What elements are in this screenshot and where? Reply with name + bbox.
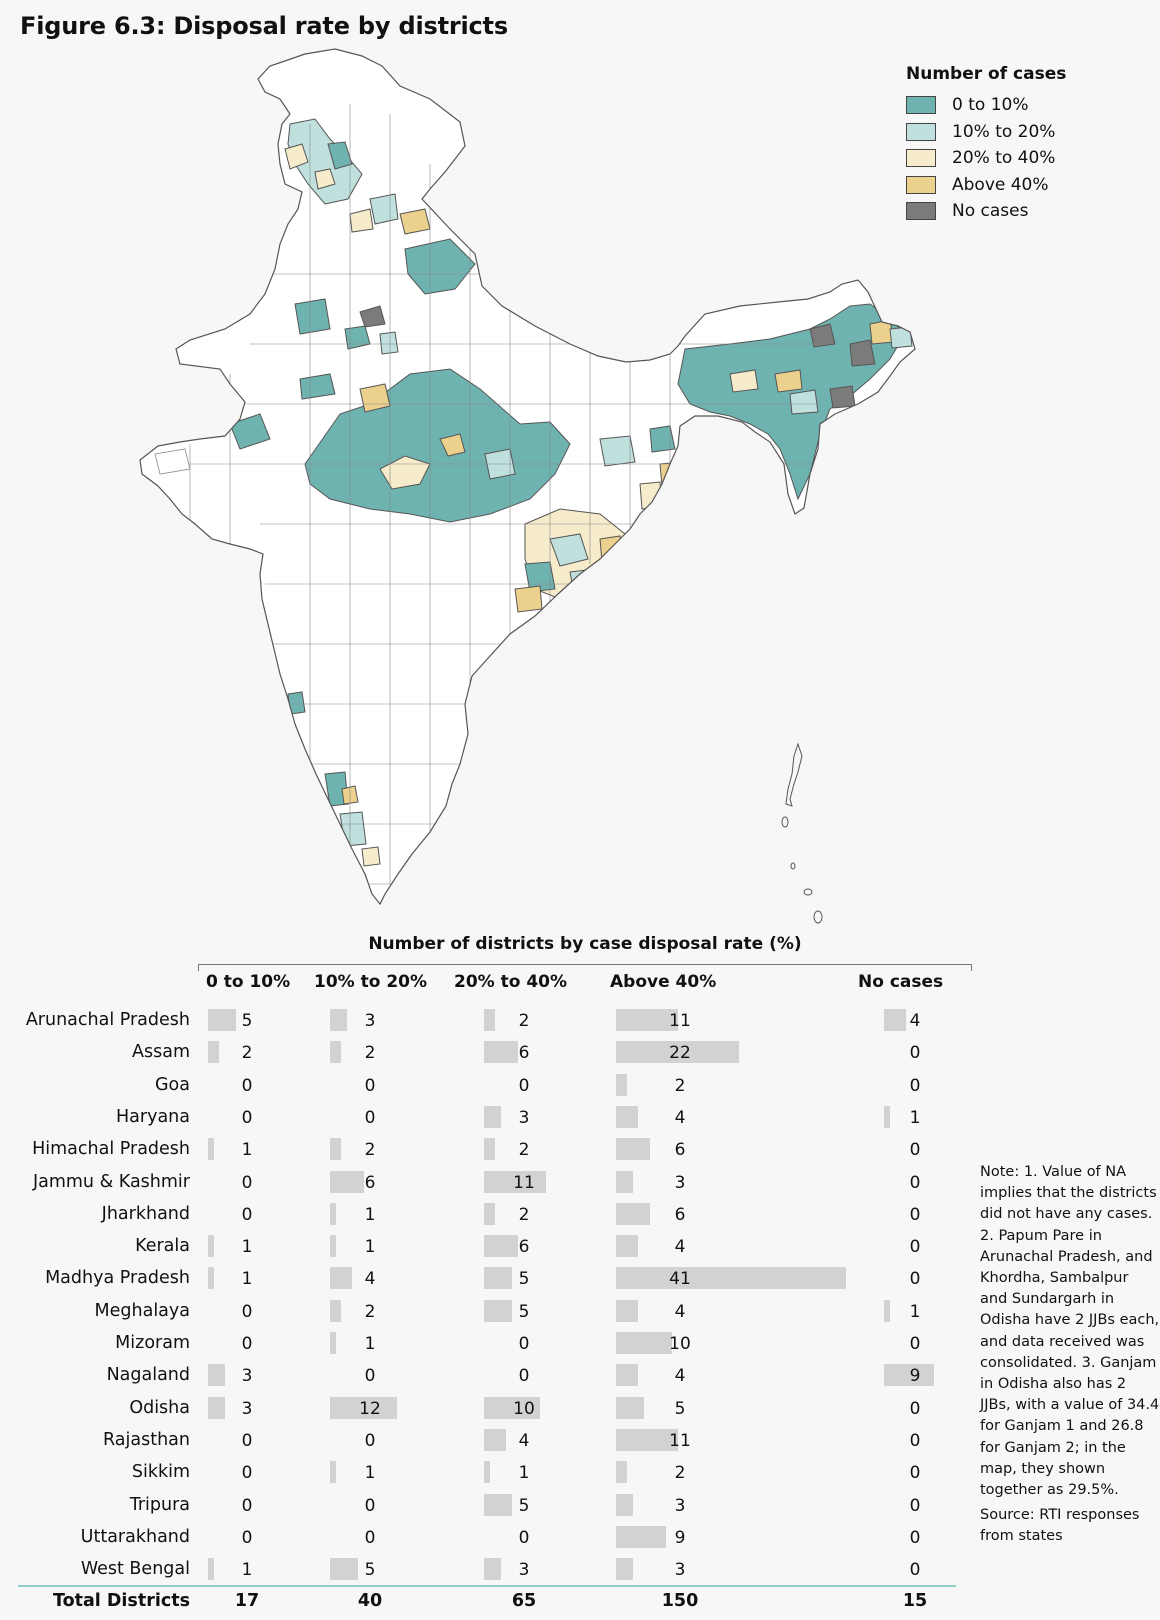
- value-label: 4: [518, 1430, 530, 1451]
- value-label: 0: [364, 1495, 376, 1516]
- value-label: 0: [909, 1463, 921, 1484]
- value-label: 1: [241, 1560, 253, 1581]
- legend-item: [906, 119, 1066, 146]
- value-label: 2: [364, 1043, 376, 1064]
- value-label: 3: [674, 1560, 686, 1581]
- value-label: 0: [241, 1430, 253, 1451]
- value-bar: [330, 1267, 352, 1289]
- value-bar: [208, 1364, 225, 1386]
- value-label: 0: [241, 1075, 253, 1096]
- value-bar: [616, 1364, 638, 1386]
- value-label: 1: [364, 1237, 376, 1258]
- value-label: 0: [518, 1527, 530, 1548]
- value-label: 5: [241, 1011, 253, 1031]
- state-label: Meghalaya: [94, 1300, 190, 1321]
- legend-swatch: [906, 149, 936, 167]
- value-label: 11: [669, 1430, 691, 1451]
- state-label: Sikkim: [131, 1462, 190, 1483]
- value-bar: [330, 1558, 358, 1580]
- value-label: 0: [909, 1237, 921, 1258]
- value-label: 0: [241, 1172, 253, 1193]
- value-bar: [484, 1494, 512, 1516]
- value-label: 41: [669, 1269, 691, 1290]
- column-header: 20% to 40%: [454, 972, 568, 992]
- value-label: 0: [909, 1043, 921, 1064]
- value-bar: [616, 1397, 644, 1419]
- value-label: 22: [669, 1043, 691, 1064]
- value-label: 0: [364, 1527, 376, 1548]
- value-label: 2: [364, 1140, 376, 1161]
- value-label: 5: [674, 1398, 686, 1419]
- value-label: 2: [674, 1075, 686, 1096]
- value-label: 0: [241, 1301, 253, 1322]
- total-label: Total Districts: [53, 1591, 190, 1612]
- value-bar: [208, 1041, 219, 1063]
- state-label: Odisha: [129, 1397, 190, 1418]
- value-label: 1: [241, 1140, 253, 1161]
- column-header: 0 to 10%: [206, 972, 291, 992]
- value-label: 4: [674, 1366, 686, 1387]
- value-label: 4: [909, 1011, 921, 1031]
- value-bar: [484, 1461, 490, 1483]
- value-bar: [208, 1138, 214, 1160]
- value-label: 1: [241, 1237, 253, 1258]
- value-label: 0: [364, 1075, 376, 1096]
- source-text: Source: RTI responses from states: [980, 1507, 1140, 1545]
- value-label: 4: [674, 1237, 686, 1258]
- value-bar: [616, 1332, 672, 1354]
- value-bar: [330, 1332, 336, 1354]
- value-label: 0: [518, 1366, 530, 1387]
- legend-label: 10% to 20%: [952, 121, 1056, 142]
- value-label: 0: [241, 1463, 253, 1484]
- state-label: Himachal Pradesh: [32, 1139, 190, 1160]
- value-label: 2: [241, 1043, 253, 1064]
- value-label: 1: [909, 1107, 921, 1128]
- value-bar: [330, 1041, 341, 1063]
- legend-swatch: [906, 202, 936, 220]
- value-label: 0: [909, 1075, 921, 1096]
- value-label: 1: [364, 1463, 376, 1484]
- column-header: Above 40%: [610, 972, 717, 992]
- value-label: 0: [909, 1560, 921, 1581]
- value-label: 0: [364, 1430, 376, 1451]
- value-label: 2: [674, 1463, 686, 1484]
- value-label: 6: [674, 1204, 686, 1225]
- value-label: 3: [518, 1560, 530, 1581]
- legend-swatch: [906, 96, 936, 114]
- value-label: 11: [513, 1172, 535, 1193]
- value-label: 3: [364, 1011, 376, 1031]
- value-label: 2: [518, 1140, 530, 1161]
- value-bar: [884, 1106, 890, 1128]
- note-text: Note: 1. Value of NA implies that the districts did not have any cases. 2. Papum Pare in Arunachal Pradesh, and Khordha, Sambalpur and Sundargarh in Odisha have 2 JJBs each, and data received was consolidated. 3. Ganjam in Odisha also has 2 JJBs, with a value of 34.4 for Ganjam 1 and 26.8 for Ganjam 2; in the map, they shown together as 29.5%.: [980, 1164, 1160, 1499]
- value-label: 0: [909, 1172, 921, 1193]
- total-value: 65: [511, 1591, 537, 1612]
- value-label: 4: [674, 1107, 686, 1128]
- legend-item: [906, 172, 1066, 199]
- value-bar: [884, 1300, 890, 1322]
- value-label: 5: [518, 1495, 530, 1516]
- value-label: 6: [674, 1140, 686, 1161]
- value-label: 0: [909, 1269, 921, 1290]
- table-bracket: [198, 964, 972, 971]
- value-label: 3: [674, 1172, 686, 1193]
- value-label: 0: [518, 1075, 530, 1096]
- value-label: 4: [364, 1269, 376, 1290]
- legend-label: No cases: [952, 201, 1029, 222]
- state-label: Jammu & Kashmir: [32, 1171, 190, 1192]
- value-bar: [484, 1203, 495, 1225]
- value-bar: [616, 1074, 627, 1096]
- value-bar: [330, 1300, 341, 1322]
- state-label: Uttarakhand: [80, 1526, 190, 1547]
- value-bar: [330, 1009, 347, 1031]
- value-label: 9: [909, 1366, 921, 1387]
- value-label: 6: [364, 1172, 376, 1193]
- state-label: Arunachal Pradesh: [25, 1010, 190, 1030]
- state-label: Rajasthan: [103, 1429, 190, 1450]
- total-value: 40: [357, 1591, 383, 1612]
- state-label: Assam: [132, 1042, 190, 1063]
- value-label: 0: [909, 1140, 921, 1161]
- value-label: 0: [241, 1527, 253, 1548]
- state-label: Madhya Pradesh: [45, 1268, 190, 1289]
- value-bar: [616, 1106, 638, 1128]
- value-label: 3: [518, 1107, 530, 1128]
- value-label: 1: [909, 1301, 921, 1322]
- value-bar: [484, 1009, 495, 1031]
- column-header: No cases: [858, 972, 944, 992]
- legend-swatch: [906, 123, 936, 141]
- state-label: Goa: [155, 1074, 190, 1095]
- legend-title: Number of cases: [906, 64, 1067, 84]
- state-label: Tripura: [129, 1494, 190, 1515]
- value-label: 2: [518, 1011, 530, 1031]
- value-bar: [616, 1558, 633, 1580]
- state-label: Jharkhand: [101, 1203, 190, 1224]
- legend-item: [906, 145, 1066, 172]
- total-divider: [18, 1585, 956, 1587]
- value-bar: [616, 1494, 633, 1516]
- value-label: 0: [364, 1107, 376, 1128]
- total-value: 17: [234, 1591, 260, 1612]
- state-label: Haryana: [116, 1106, 190, 1127]
- value-bar: [208, 1558, 214, 1580]
- value-label: 0: [909, 1334, 921, 1354]
- value-label: 1: [518, 1463, 530, 1484]
- value-bar: [616, 1235, 638, 1257]
- value-bar: [484, 1300, 512, 1322]
- value-bar: [330, 1461, 336, 1483]
- value-label: 5: [518, 1301, 530, 1322]
- value-label: 6: [518, 1237, 530, 1258]
- value-bar: [616, 1171, 633, 1193]
- figure-title: Figure 6.3: Disposal rate by districts: [20, 12, 508, 40]
- state-label: West Bengal: [80, 1559, 190, 1580]
- value-label: 10: [513, 1398, 535, 1419]
- value-bar: [484, 1267, 512, 1289]
- legend-label: 0 to 10%: [952, 95, 1029, 116]
- value-label: 0: [909, 1204, 921, 1225]
- total-value: 15: [902, 1591, 928, 1612]
- value-label: 2: [364, 1301, 376, 1322]
- value-label: 0: [241, 1495, 253, 1516]
- value-bar: [208, 1397, 225, 1419]
- value-label: 6: [518, 1043, 530, 1064]
- value-label: 12: [359, 1398, 381, 1419]
- value-label: 3: [674, 1495, 686, 1516]
- legend-label: Above 40%: [952, 174, 1049, 195]
- value-label: 1: [364, 1334, 376, 1354]
- value-label: 5: [518, 1269, 530, 1290]
- value-label: 3: [241, 1366, 253, 1387]
- value-label: 10: [669, 1334, 691, 1354]
- map-legend: [906, 64, 1066, 225]
- value-bar: [330, 1138, 341, 1160]
- value-label: 9: [674, 1527, 686, 1548]
- value-label: 0: [909, 1398, 921, 1419]
- value-label: 3: [241, 1398, 253, 1419]
- value-bar: [616, 1138, 650, 1160]
- value-bar: [330, 1203, 336, 1225]
- value-label: 11: [669, 1011, 691, 1031]
- value-bar: [616, 1203, 650, 1225]
- state-label: Mizoram: [115, 1333, 190, 1353]
- total-value: 150: [661, 1591, 699, 1612]
- india-district-map: [130, 44, 960, 934]
- value-bar: [484, 1106, 501, 1128]
- value-bar: [616, 1461, 627, 1483]
- legend-item: [906, 198, 1066, 225]
- value-label: 0: [909, 1527, 921, 1548]
- value-bar: [616, 1526, 666, 1548]
- value-label: 5: [364, 1560, 376, 1581]
- legend-label: 20% to 40%: [952, 148, 1056, 169]
- value-label: 4: [674, 1301, 686, 1322]
- state-label: Nagaland: [106, 1365, 190, 1386]
- value-label: 0: [241, 1107, 253, 1128]
- state-label: Kerala: [135, 1236, 190, 1257]
- column-header: 10% to 20%: [314, 972, 428, 992]
- value-label: 0: [909, 1430, 921, 1451]
- value-bar: [484, 1558, 501, 1580]
- legend-swatch: [906, 176, 936, 194]
- value-bar: [208, 1267, 214, 1289]
- value-bar: [616, 1300, 638, 1322]
- value-bar: [208, 1235, 214, 1257]
- table-title: Number of districts by case disposal rate (%): [368, 934, 802, 954]
- value-bar: [330, 1235, 336, 1257]
- value-label: 0: [241, 1204, 253, 1225]
- value-bar: [616, 1267, 846, 1289]
- value-bar: [484, 1429, 506, 1451]
- legend-item: [906, 92, 1066, 119]
- value-label: 0: [909, 1495, 921, 1516]
- value-label: 0: [364, 1366, 376, 1387]
- value-label: 0: [241, 1334, 253, 1354]
- value-label: 1: [364, 1204, 376, 1225]
- note-block: [980, 1162, 1160, 1548]
- value-label: 0: [518, 1334, 530, 1354]
- value-label: 2: [518, 1204, 530, 1225]
- value-bar: [484, 1138, 495, 1160]
- value-label: 1: [241, 1269, 253, 1290]
